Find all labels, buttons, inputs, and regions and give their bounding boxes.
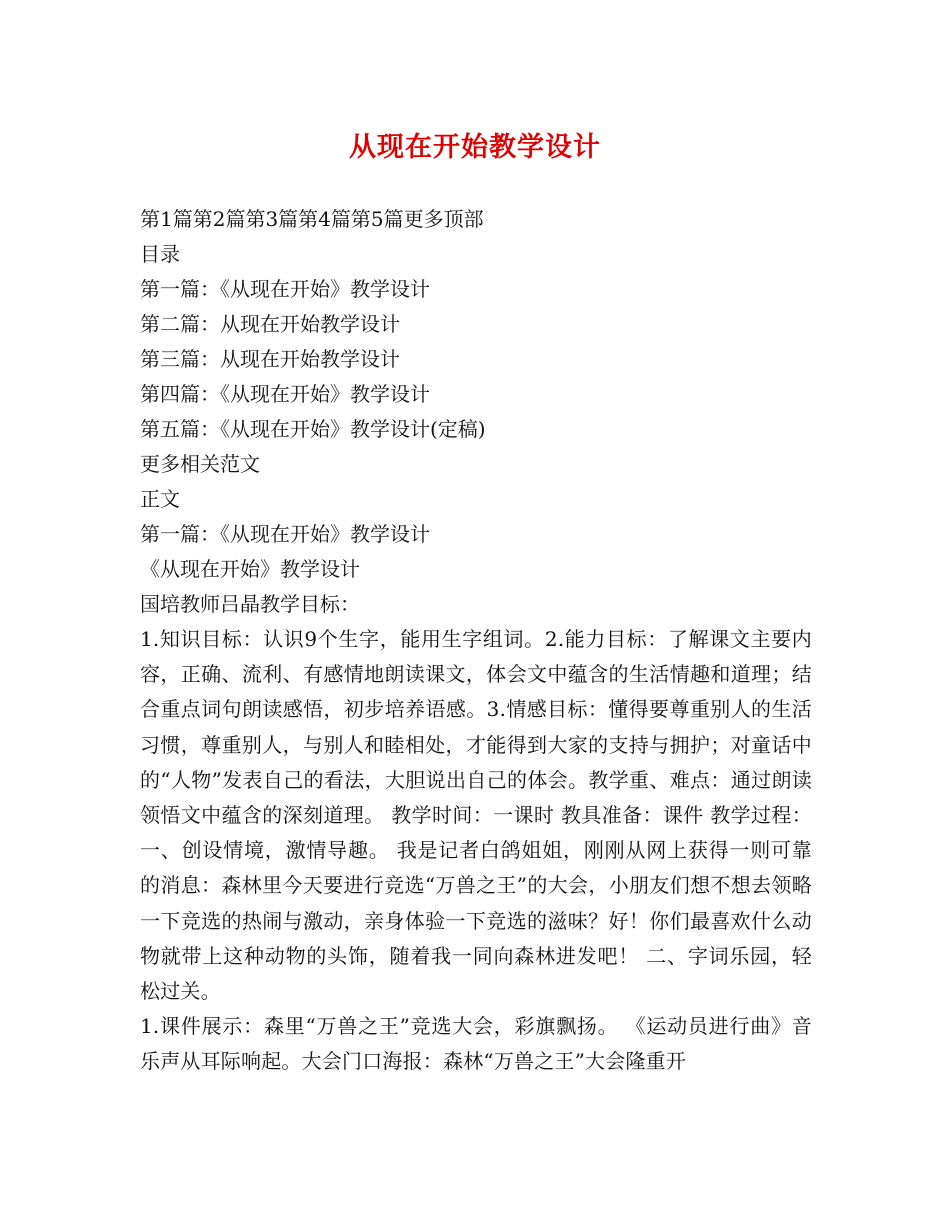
article-subtitle: 《从现在开始》教学设计 xyxy=(140,557,360,581)
section-nav-links: 第1篇第2篇第3篇第4篇第5篇更多顶部 xyxy=(140,207,484,231)
article-heading: 第一篇：《从现在开始》教学设计 xyxy=(140,522,430,546)
body-heading: 正文 xyxy=(140,487,180,511)
body-paragraph: 1.课件展示：森里“万兽之王”竞选大会，彩旗飘扬。 《运动员进行曲》音乐声从耳际响起。大会门口海报：森林“万兽之王”大会隆重开 xyxy=(140,1014,812,1074)
document-title: 从现在开始教学设计 xyxy=(349,132,601,163)
author-line: 国培教师吕晶教学目标： xyxy=(140,592,360,616)
toc-item: 第一篇：《从现在开始》教学设计 xyxy=(140,277,430,301)
more-related-link: 更多相关范文 xyxy=(140,452,260,476)
body-paragraph: 1.知识目标：认识9个生字，能用生字组词。2.能力目标：了解课文主要内容，正确、流利、有感情地朗读课文，体会文中蕴含的生活情趣和道理；结合重点词句朗读感悟，初步培养语感。3.情感目标：懂得要尊重别人的生活习惯，尊重别人，与别人和睦相处，才能得到大家的支持与拥护；对童话中的“人物”发表自己的看法，大胆说出自己的体会。教学重、难点：通过朗读领悟文中蕴含的深刻道理。 教学时间：一课时 教具准备：课件 教学过程： 一、创设情境，激情导趣。 我是记者白鸽姐姐，刚刚从网上获得一则可靠的消息：森林里今天要进行竞选“万兽之王”的大会，小朋友们想不想去领略一下竞选的热闹与激动，亲身体验一下竞选的滋味？好！你们最喜欢什么动物就带上这种动物的头饰，随着我一同向森林进发吧！ 二、字词乐园，轻松过关。 xyxy=(140,627,812,1004)
toc-item: 第四篇：《从现在开始》教学设计 xyxy=(140,382,430,406)
toc-item: 第五篇：《从现在开始》教学设计(定稿) xyxy=(140,417,486,441)
toc-item: 第二篇：从现在开始教学设计 xyxy=(140,312,400,336)
document-content xyxy=(140,202,812,1080)
toc-item: 第三篇：从现在开始教学设计 xyxy=(140,347,400,371)
toc-heading: 目录 xyxy=(140,242,180,266)
